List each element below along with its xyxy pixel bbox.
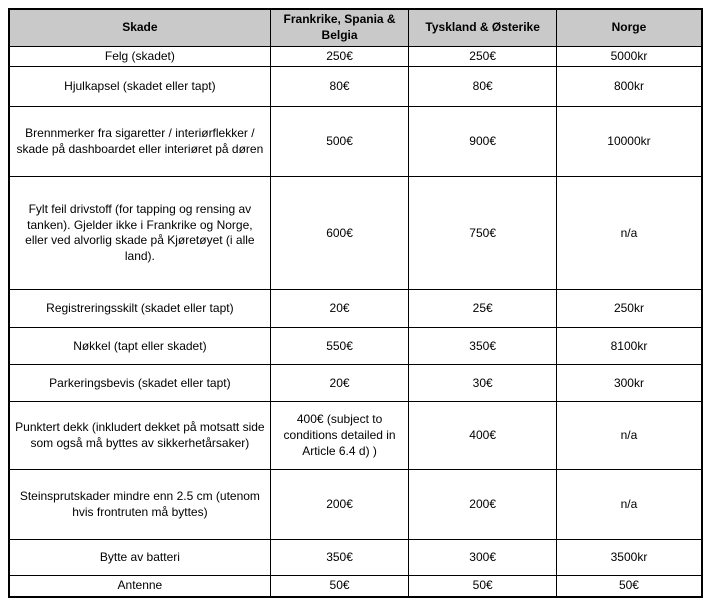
price-cell: 50€ xyxy=(270,576,409,597)
price-cell: 30€ xyxy=(409,365,557,402)
price-cell: n/a xyxy=(556,470,702,540)
price-cell: 400€ (subject to conditions detailed in Article 6.4 d) ) xyxy=(270,402,409,470)
price-cell: 250€ xyxy=(270,46,409,67)
price-cell: 350€ xyxy=(409,328,557,365)
price-cell: 50€ xyxy=(409,576,557,597)
price-cell: 250€ xyxy=(409,46,557,67)
table-row xyxy=(9,402,702,470)
damage-label-cell: Brennmerker fra sigaretter / interiørflekker / skade på dashboardet eller interiøret på døren xyxy=(9,107,270,177)
price-cell: 300€ xyxy=(409,540,557,576)
table-row xyxy=(9,107,702,177)
column-header-0: Skade xyxy=(9,9,270,46)
damage-label-cell: Punktert dekk (inkludert dekket på motsatt side som også må byttes av sikkerhetårsaker) xyxy=(9,402,270,470)
price-cell: 50€ xyxy=(556,576,702,597)
table-row xyxy=(9,177,702,290)
price-cell: 550€ xyxy=(270,328,409,365)
column-header-2: Tyskland & Østerike xyxy=(409,9,557,46)
damage-label-cell: Antenne xyxy=(9,576,270,597)
price-cell: 80€ xyxy=(409,67,557,107)
price-cell: 3500kr xyxy=(556,540,702,576)
price-cell: 750€ xyxy=(409,177,557,290)
price-cell: 300kr xyxy=(556,365,702,402)
price-cell: 200€ xyxy=(270,470,409,540)
price-cell: 5000kr xyxy=(556,46,702,67)
damage-label-cell: Registreringsskilt (skadet eller tapt) xyxy=(9,290,270,328)
damage-fee-table xyxy=(8,8,703,598)
damage-label-cell: Felg (skadet) xyxy=(9,46,270,67)
table-row xyxy=(9,470,702,540)
table-row xyxy=(9,67,702,107)
price-cell: 80€ xyxy=(270,67,409,107)
table-row xyxy=(9,576,702,597)
table-row xyxy=(9,365,702,402)
price-cell: n/a xyxy=(556,177,702,290)
price-cell: 800kr xyxy=(556,67,702,107)
damage-label-cell: Nøkkel (tapt eller skadet) xyxy=(9,328,270,365)
price-cell: 200€ xyxy=(409,470,557,540)
table-header-row xyxy=(9,9,702,46)
table-row xyxy=(9,540,702,576)
table-row xyxy=(9,290,702,328)
table-body xyxy=(9,46,702,597)
price-cell: 350€ xyxy=(270,540,409,576)
price-cell: 900€ xyxy=(409,107,557,177)
price-cell: 400€ xyxy=(409,402,557,470)
damage-label-cell: Bytte av batteri xyxy=(9,540,270,576)
price-cell: 20€ xyxy=(270,365,409,402)
damage-label-cell: Fylt feil drivstoff (for tapping og rensing av tanken). Gjelder ikke i Frankrike og Norge, eller ved alvorlig skade på Kjøretøyet (i alle land). xyxy=(9,177,270,290)
table-row xyxy=(9,328,702,365)
price-cell: 10000kr xyxy=(556,107,702,177)
damage-label-cell: Hjulkapsel (skadet eller tapt) xyxy=(9,67,270,107)
price-cell: 20€ xyxy=(270,290,409,328)
damage-label-cell: Parkeringsbevis (skadet eller tapt) xyxy=(9,365,270,402)
table-row xyxy=(9,46,702,67)
column-header-1: Frankrike, Spania & Belgia xyxy=(270,9,409,46)
price-cell: 250kr xyxy=(556,290,702,328)
column-header-3: Norge xyxy=(556,9,702,46)
price-cell: 500€ xyxy=(270,107,409,177)
price-cell: 25€ xyxy=(409,290,557,328)
price-cell: n/a xyxy=(556,402,702,470)
price-cell: 8100kr xyxy=(556,328,702,365)
price-cell: 600€ xyxy=(270,177,409,290)
damage-label-cell: Steinsprutskader mindre enn 2.5 cm (utenom hvis frontruten må byttes) xyxy=(9,470,270,540)
